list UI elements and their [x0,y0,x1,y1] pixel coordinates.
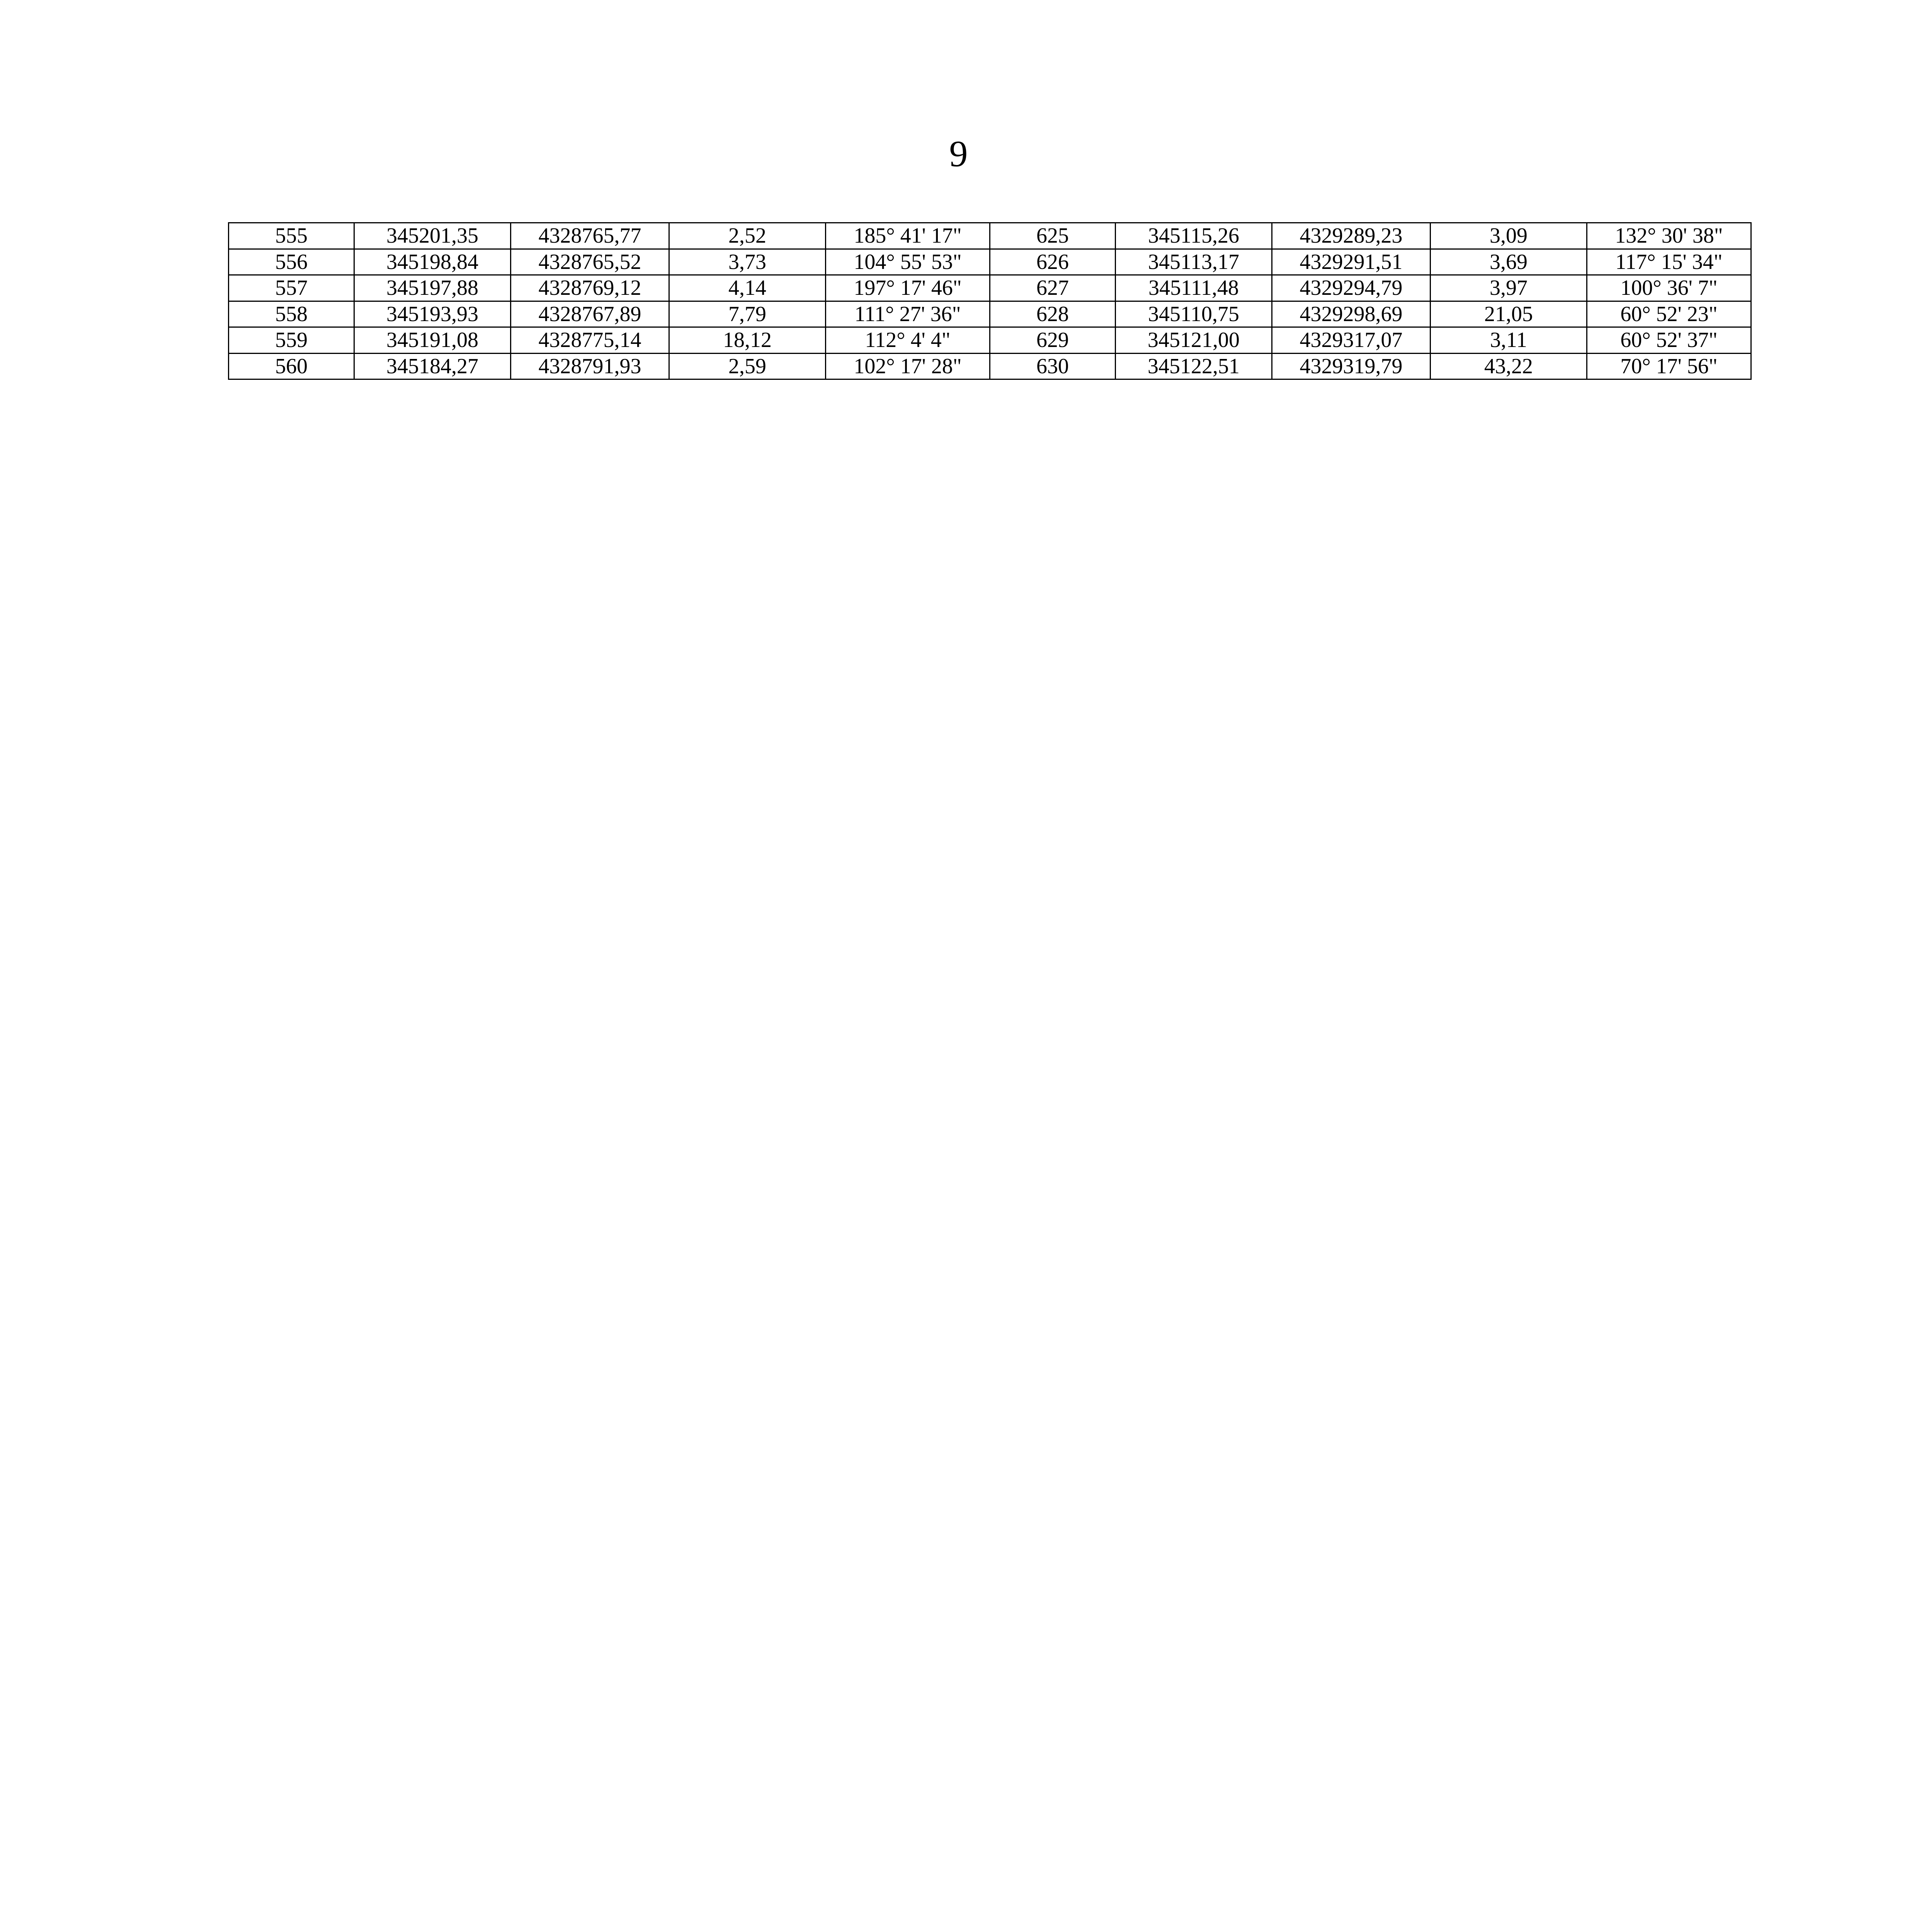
right-point-number-cell: 627 [990,275,1116,301]
table-row [229,301,1751,327]
left-x-coordinate-cell: 345197,88 [354,275,511,301]
coordinates-table-body [229,223,1751,379]
left-bearing-angle-cell: 197° 17' 46" [826,275,990,301]
right-bearing-angle-cell: 132° 30' 38" [1587,223,1751,249]
right-point-number-cell: 629 [990,327,1116,354]
left-point-number-cell: 559 [229,327,354,354]
right-bearing-angle-cell: 117° 15' 34" [1587,249,1751,275]
right-segment-length-cell: 3,97 [1431,275,1587,301]
left-segment-length-cell: 2,59 [669,353,826,379]
right-y-coordinate-cell: 4329289,23 [1272,223,1431,249]
left-point-number-cell: 558 [229,301,354,327]
right-y-coordinate-cell: 4329298,69 [1272,301,1431,327]
left-y-coordinate-cell: 4328765,52 [511,249,669,275]
table-row [229,249,1751,275]
right-segment-length-cell: 3,11 [1431,327,1587,354]
right-bearing-angle-cell: 60° 52' 37" [1587,327,1751,354]
left-segment-length-cell: 4,14 [669,275,826,301]
left-y-coordinate-cell: 4328765,77 [511,223,669,249]
left-bearing-angle-cell: 104° 55' 53" [826,249,990,275]
left-x-coordinate-cell: 345201,35 [354,223,511,249]
left-point-number-cell: 556 [229,249,354,275]
right-bearing-angle-cell: 70° 17' 56" [1587,353,1751,379]
right-point-number-cell: 626 [990,249,1116,275]
left-x-coordinate-cell: 345193,93 [354,301,511,327]
right-bearing-angle-cell: 100° 36' 7" [1587,275,1751,301]
right-point-number-cell: 630 [990,353,1116,379]
left-bearing-angle-cell: 102° 17' 28" [826,353,990,379]
left-point-number-cell: 560 [229,353,354,379]
left-bearing-angle-cell: 111° 27' 36" [826,301,990,327]
left-y-coordinate-cell: 4328769,12 [511,275,669,301]
page-number: 9 [949,133,968,174]
left-point-number-cell: 557 [229,275,354,301]
right-x-coordinate-cell: 345122,51 [1116,353,1272,379]
left-segment-length-cell: 7,79 [669,301,826,327]
table-row [229,223,1751,249]
table-row [229,275,1751,301]
right-segment-length-cell: 3,09 [1431,223,1587,249]
table-row [229,353,1751,379]
left-x-coordinate-cell: 345191,08 [354,327,511,354]
left-bearing-angle-cell: 112° 4' 4" [826,327,990,354]
left-y-coordinate-cell: 4328791,93 [511,353,669,379]
right-x-coordinate-cell: 345111,48 [1116,275,1272,301]
left-y-coordinate-cell: 4328775,14 [511,327,669,354]
right-point-number-cell: 628 [990,301,1116,327]
left-x-coordinate-cell: 345198,84 [354,249,511,275]
right-y-coordinate-cell: 4329294,79 [1272,275,1431,301]
right-segment-length-cell: 43,22 [1431,353,1587,379]
right-x-coordinate-cell: 345115,26 [1116,223,1272,249]
right-bearing-angle-cell: 60° 52' 23" [1587,301,1751,327]
left-segment-length-cell: 18,12 [669,327,826,354]
left-y-coordinate-cell: 4328767,89 [511,301,669,327]
left-point-number-cell: 555 [229,223,354,249]
right-x-coordinate-cell: 345121,00 [1116,327,1272,354]
right-point-number-cell: 625 [990,223,1116,249]
right-x-coordinate-cell: 345113,17 [1116,249,1272,275]
left-x-coordinate-cell: 345184,27 [354,353,511,379]
coordinates-table [228,222,1752,380]
right-segment-length-cell: 3,69 [1431,249,1587,275]
left-segment-length-cell: 2,52 [669,223,826,249]
right-y-coordinate-cell: 4329317,07 [1272,327,1431,354]
left-bearing-angle-cell: 185° 41' 17" [826,223,990,249]
right-segment-length-cell: 21,05 [1431,301,1587,327]
right-x-coordinate-cell: 345110,75 [1116,301,1272,327]
right-y-coordinate-cell: 4329291,51 [1272,249,1431,275]
right-y-coordinate-cell: 4329319,79 [1272,353,1431,379]
table-row [229,327,1751,354]
left-segment-length-cell: 3,73 [669,249,826,275]
